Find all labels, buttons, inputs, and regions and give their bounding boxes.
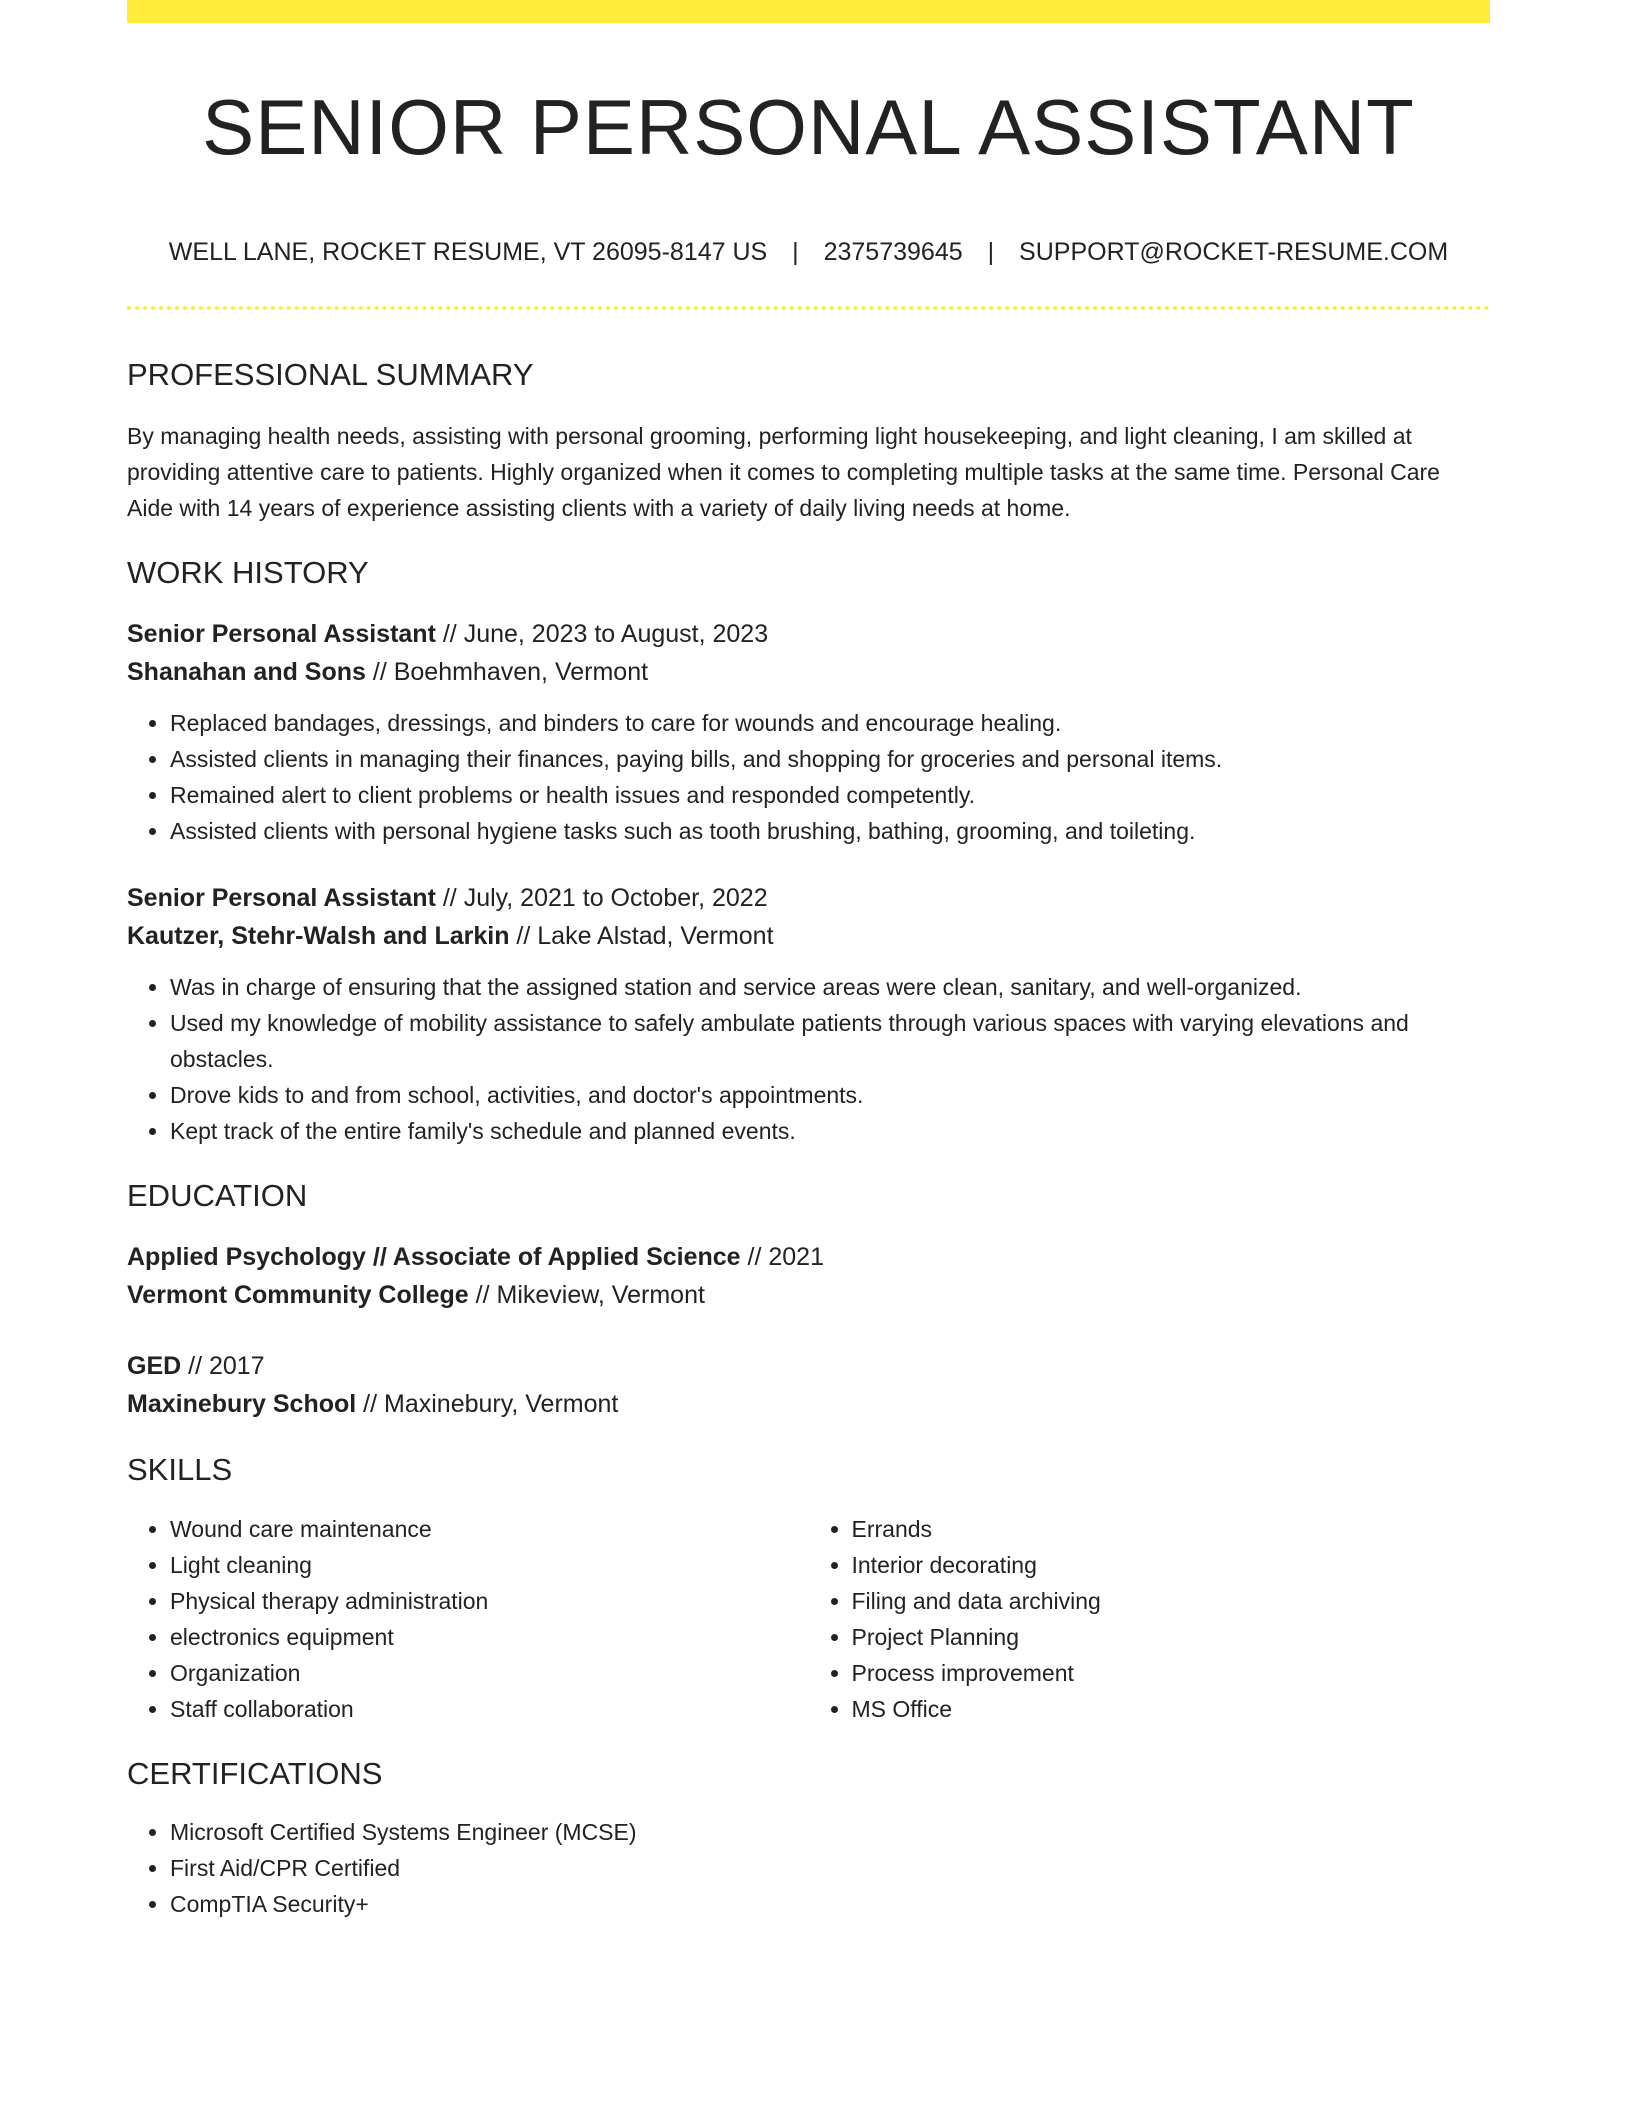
education-school: Maxinebury School bbox=[127, 1390, 357, 1419]
job-role-line bbox=[127, 879, 1490, 917]
education-degree: Applied Psychology // Associate of Applied Science bbox=[127, 1243, 741, 1272]
education-location: // Mikeview, Vermont bbox=[468, 1281, 705, 1310]
education-degree-line bbox=[127, 1238, 1490, 1276]
job-company-line bbox=[127, 653, 1490, 691]
education-school-line bbox=[127, 1276, 1490, 1314]
skill-item: • Project Planning bbox=[852, 1619, 1491, 1655]
job-bullets bbox=[127, 969, 1490, 1149]
skill-item: • electronics equipment bbox=[170, 1619, 809, 1655]
job-bullet: • Assisted clients in managing their finances, paying bills, and shopping for groceries and personal items. bbox=[170, 741, 1490, 777]
education-degree-line bbox=[127, 1347, 1490, 1385]
job-dates: // July, 2021 to October, 2022 bbox=[435, 884, 768, 913]
skill-item: • Organization bbox=[170, 1655, 809, 1691]
job-bullet: • Assisted clients with personal hygiene tasks such as tooth brushing, bathing, grooming, and toileting. bbox=[170, 813, 1490, 849]
section-title-education: EDUCATION bbox=[127, 1178, 308, 1214]
section-title-summary: PROFESSIONAL SUMMARY bbox=[127, 356, 534, 392]
education-entry bbox=[127, 1347, 1490, 1423]
contact-line bbox=[127, 237, 1490, 267]
skill-item: • Interior decorating bbox=[852, 1547, 1491, 1583]
education-school-line bbox=[127, 1385, 1490, 1423]
certification-item: • First Aid/CPR Certified bbox=[170, 1850, 1490, 1886]
certification-item: • CompTIA Security+ bbox=[170, 1886, 1490, 1922]
skill-item: • Wound care maintenance bbox=[170, 1511, 809, 1547]
job-location: // Boehmhaven, Vermont bbox=[365, 658, 649, 687]
education-school: Vermont Community College bbox=[127, 1281, 469, 1310]
education-year: // 2021 bbox=[740, 1243, 824, 1272]
skill-item: • Physical therapy administration bbox=[170, 1583, 809, 1619]
section-title-certifications: CERTIFICATIONS bbox=[127, 1755, 383, 1791]
job-company: Kautzer, Stehr-Walsh and Larkin bbox=[127, 922, 510, 951]
job-bullet: • Remained alert to client problems or health issues and responded competently. bbox=[170, 777, 1490, 813]
skills-right-list bbox=[809, 1511, 1491, 1727]
job-location: // Lake Alstad, Vermont bbox=[509, 922, 774, 951]
resume-name: SENIOR PERSONAL ASSISTANT bbox=[202, 83, 1415, 171]
job-bullet: • Was in charge of ensuring that the assigned station and service areas were clean, sanitary, and well-organized. bbox=[170, 969, 1490, 1005]
section-title-skills: SKILLS bbox=[127, 1452, 233, 1488]
skill-item: • Light cleaning bbox=[170, 1547, 809, 1583]
education-year: // 2017 bbox=[181, 1352, 265, 1381]
contact-email: SUPPORT@ROCKET-RESUME.COM bbox=[1019, 237, 1449, 266]
accent-top-bar bbox=[127, 0, 1490, 23]
skills-left-list bbox=[127, 1511, 809, 1727]
skill-item: • MS Office bbox=[852, 1691, 1491, 1727]
summary-text: By managing health needs, assisting with personal grooming, performing light housekeeping, and light cleaning, I am skilled at providing attentive care to patients. Highly organized when it comes to completing multiple tasks at the same time. Personal Care Aide with 14 years of experience assisting clients with a variety of daily living needs at home. bbox=[127, 422, 1440, 521]
contact-separator: | bbox=[792, 237, 799, 266]
contact-separator: | bbox=[987, 237, 995, 266]
job-bullets bbox=[127, 705, 1490, 849]
job-role: Senior Personal Assistant bbox=[127, 884, 436, 913]
job-role: Senior Personal Assistant bbox=[127, 620, 436, 649]
education-entry bbox=[127, 1238, 1490, 1314]
skill-item: • Filing and data archiving bbox=[852, 1583, 1491, 1619]
job-role-line bbox=[127, 615, 1490, 653]
education-degree: GED bbox=[127, 1352, 182, 1381]
skills-columns bbox=[127, 1511, 1490, 1727]
skill-item: • Staff collaboration bbox=[170, 1691, 809, 1727]
contact-address: WELL LANE, ROCKET RESUME, VT 26095-8147 US bbox=[168, 237, 768, 266]
skill-item: • Process improvement bbox=[852, 1655, 1491, 1691]
job-dates: // June, 2023 to August, 2023 bbox=[435, 620, 769, 649]
contact-phone: 2375739645 bbox=[823, 237, 963, 266]
job-entry bbox=[127, 879, 1490, 1149]
resume-page bbox=[127, 0, 1490, 1922]
job-bullet: • Used my knowledge of mobility assistance to safely ambulate patients through various spaces with varying elevations and obstacles. bbox=[170, 1005, 1490, 1077]
job-bullet: • Kept track of the entire family's schedule and planned events. bbox=[170, 1113, 1490, 1149]
job-bullet: • Drove kids to and from school, activities, and doctor's appointments. bbox=[170, 1077, 1490, 1113]
job-bullet: • Replaced bandages, dressings, and binders to care for wounds and encourage healing. bbox=[170, 705, 1490, 741]
job-entry bbox=[127, 615, 1490, 849]
certification-item: • Microsoft Certified Systems Engineer (MCSE) bbox=[170, 1814, 1490, 1850]
section-title-work-history: WORK HISTORY bbox=[127, 554, 369, 590]
skill-item: • Errands bbox=[852, 1511, 1491, 1547]
education-location: // Maxinebury, Vermont bbox=[356, 1390, 619, 1419]
job-company-line bbox=[127, 917, 1490, 955]
certifications-list bbox=[127, 1814, 1490, 1922]
dotted-divider bbox=[127, 306, 1490, 310]
job-company: Shanahan and Sons bbox=[127, 658, 366, 687]
